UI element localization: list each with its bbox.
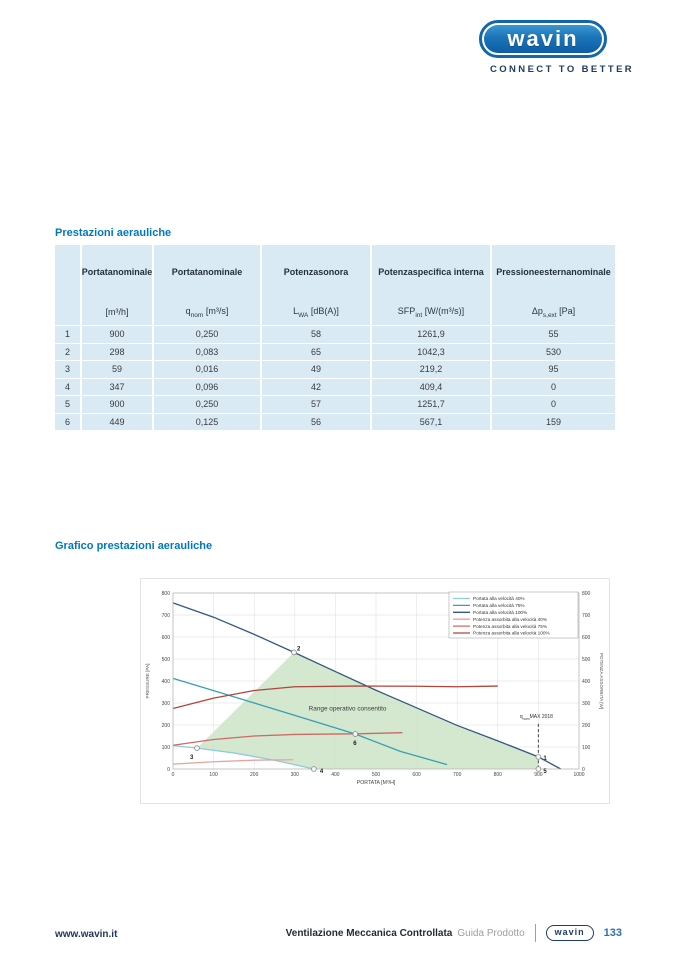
marker-point-3 [195, 746, 200, 751]
y-left-tick-label: 300 [161, 700, 170, 707]
table-row [55, 343, 615, 361]
y-left-tick-label: 500 [161, 656, 170, 663]
footer-right-block [286, 924, 622, 942]
marker-point-6 [353, 732, 358, 737]
table-row [55, 413, 615, 431]
brand-tagline: CONNECT TO BETTER [490, 64, 635, 75]
y-left-tick-label: 700 [161, 612, 170, 619]
column-header: Potenza sonora [260, 245, 370, 299]
y-right-tick-label: 700 [582, 612, 591, 619]
y-left-tick-label: 400 [161, 678, 170, 685]
x-tick-label: 400 [331, 772, 340, 778]
x-tick-label: 700 [453, 772, 462, 778]
footer-website[interactable]: www.wavin.it [55, 929, 118, 940]
table-cell: 0,016 [152, 361, 260, 378]
table-cell: 1261,9 [370, 326, 490, 343]
table-cell: 59 [80, 361, 152, 378]
legend-label-2: Portata alla velocità 100% [473, 610, 528, 615]
table-cell: 1042,3 [370, 344, 490, 361]
table-cell: 57 [260, 396, 370, 413]
table-row [55, 360, 615, 378]
column-unit: $q_{nom}$ [m³/s] [152, 299, 260, 325]
y-right-tick-label: 100 [582, 744, 591, 751]
y-left-tick-label: 0 [167, 766, 170, 773]
footer-divider [535, 924, 536, 942]
column-header: Potenza specifica interna [370, 245, 490, 299]
x-tick-label: 600 [412, 772, 421, 778]
marker-point-1 [536, 755, 541, 760]
chart-legend [449, 592, 578, 638]
table-row [55, 378, 615, 396]
x-tick-label: 1000 [573, 772, 585, 778]
table-cell: 298 [80, 344, 152, 361]
table-cell: 0 [490, 379, 615, 396]
y-right-tick-label: 200 [582, 722, 591, 729]
row-number: 1 [64, 329, 70, 340]
legend-label-3: Potenza assorbita alla velocità 40% [473, 616, 548, 622]
x-tick-label: 900 [534, 772, 543, 778]
column-unit: [m³/h] [80, 299, 152, 325]
table-cell: 409,4 [370, 379, 490, 396]
y-right-tick-label: 400 [582, 678, 591, 685]
table-cell: 0,125 [152, 414, 260, 431]
column-header: Pressione esterna nominale [490, 245, 615, 299]
x-tick-label: 0 [171, 772, 175, 778]
table-cell: 449 [80, 414, 152, 431]
marker-label-6: 6 [353, 741, 357, 748]
table-cell: 0,250 [152, 326, 260, 343]
x-tick-label: 500 [371, 772, 381, 778]
table-cell: 159 [490, 414, 615, 431]
table-cell: 1251,7 [370, 396, 490, 413]
x-tick-label: 100 [209, 772, 218, 778]
y-axis-right-label: POTENZA ASSORBITA [W] [599, 652, 604, 710]
row-number: 4 [64, 381, 70, 392]
footer-doc-title: Ventilazione Meccanica Controllata [285, 927, 453, 939]
table-cell: 49 [260, 361, 370, 378]
legend-label-5: Potenza assorbita alla velocità 100% [473, 630, 550, 636]
y-axis-left-label: PRESSURE [PA] [145, 663, 150, 699]
qnommax-label: $q_{nom}MAX$ 2018 [519, 713, 553, 721]
wavin-logo [479, 20, 607, 58]
operating-range-label: Range operativo consentito [308, 705, 387, 713]
table-cell: 0,096 [152, 379, 260, 396]
column-unit: $L_{WA}$ [dB(A)] [260, 299, 370, 325]
marker-point-4 [311, 767, 316, 772]
y-right-tick-label: 800 [582, 590, 591, 597]
y-right-tick-label: 0 [582, 766, 585, 773]
footer-page-number: 133 [603, 927, 622, 939]
table-cell: 530 [490, 344, 615, 361]
legend-label-0: Portata alla velocità 40% [473, 596, 525, 602]
units-corner-cell [55, 299, 80, 325]
marker-point-2 [292, 650, 297, 655]
table-cell: 219,2 [370, 361, 490, 378]
table-row [55, 325, 615, 343]
marker-label-2: 2 [296, 646, 301, 653]
column-header: Portata nominale [80, 245, 152, 299]
y-left-tick-label: 800 [161, 590, 170, 597]
performance-table [55, 245, 615, 430]
table-header-row [55, 245, 615, 299]
table-cell: 55 [490, 326, 615, 343]
marker-label-5: 5 [543, 769, 547, 775]
legend-label-4: Potenza assorbita alla velocità 75% [473, 623, 548, 629]
row-number: 5 [64, 399, 70, 410]
legend-label-1: Portata alla velocità 75% [473, 603, 525, 609]
column-header: Portata nominale [152, 245, 260, 299]
y-right-tick-label: 300 [582, 700, 591, 707]
row-number: 2 [64, 346, 70, 357]
section-title-grafico: Grafico prestazioni aerauliche [55, 540, 213, 552]
marker-label-1: 1 [543, 755, 547, 762]
table-cell: 58 [260, 326, 370, 343]
table-corner-cell [55, 245, 80, 299]
table-cell: 56 [260, 414, 370, 431]
x-axis-label: PORTATA [M³/H] [356, 780, 396, 786]
table-cell: 0 [490, 396, 615, 413]
marker-label-4: 4 [319, 769, 324, 775]
table-cell: 95 [490, 361, 615, 378]
marker-point-5 [536, 767, 541, 772]
wavin-logo-text: wavin [484, 25, 602, 53]
table-cell: 0,250 [152, 396, 260, 413]
column-unit: $\Delta p_{s,ext}$ [Pa] [490, 299, 615, 325]
row-number: 6 [64, 416, 70, 427]
y-right-tick-label: 500 [582, 656, 591, 663]
row-number: 3 [64, 364, 70, 375]
marker-label-3: 3 [189, 755, 194, 762]
table-cell: 900 [80, 396, 152, 413]
table-row [55, 395, 615, 413]
footer-doc-subtitle: Guida Prodotto [457, 927, 525, 939]
performance-chart [140, 578, 610, 804]
column-unit: $SFP_{int}$ [W/(m³/s)] [370, 299, 490, 325]
table-cell: 567,1 [370, 414, 490, 431]
x-tick-label: 200 [250, 772, 259, 778]
table-cell: 42 [260, 379, 370, 396]
table-cell: 347 [80, 379, 152, 396]
section-title-prestazioni-aerauliche: Prestazioni aerauliche [55, 227, 172, 239]
y-right-tick-label: 600 [582, 634, 591, 641]
x-tick-label: 300 [290, 772, 299, 778]
y-left-tick-label: 200 [161, 722, 170, 729]
x-tick-label: 800 [493, 772, 502, 778]
table-cell: 0,083 [152, 344, 260, 361]
y-left-tick-label: 600 [161, 634, 170, 641]
y-left-tick-label: 100 [161, 744, 170, 751]
table-units-row [55, 299, 615, 325]
footer-wavin-logo: wavin [546, 925, 594, 941]
table-cell: 65 [260, 344, 370, 361]
table-cell: 900 [80, 326, 152, 343]
